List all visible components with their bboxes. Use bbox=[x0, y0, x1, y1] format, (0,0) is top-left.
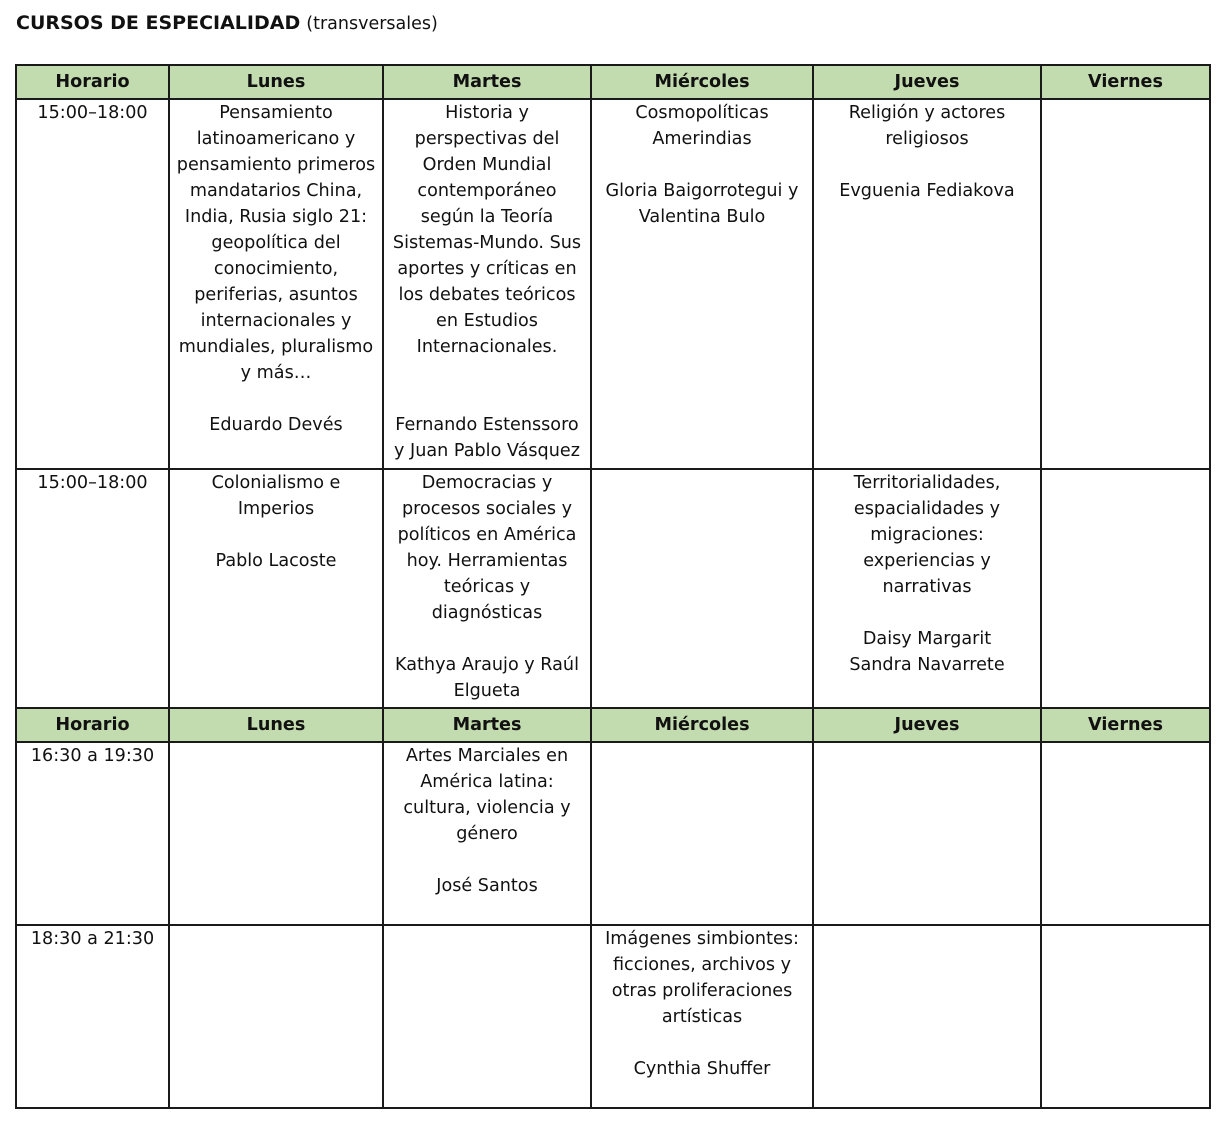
empty-cell bbox=[1041, 469, 1210, 708]
column-header-horario: Horario bbox=[16, 708, 169, 742]
empty-cell bbox=[1041, 742, 1210, 925]
column-header-jueves: Jueves bbox=[813, 708, 1041, 742]
course-teacher: Fernando Estenssoro y Juan Pablo Vásquez bbox=[394, 415, 580, 461]
course-title: Cosmopolíticas Amerindias bbox=[635, 103, 769, 149]
course-title: Territorialidades, espacialidades y migraciones: experiencias y narrativas bbox=[853, 473, 1001, 597]
course-teacher: Gloria Baigorrotegui y Valentina Bulo bbox=[605, 181, 799, 227]
course-cell bbox=[813, 99, 1041, 469]
column-header-viernes: Viernes bbox=[1041, 65, 1210, 99]
column-header-lunes: Lunes bbox=[169, 708, 383, 742]
empty-cell bbox=[169, 742, 383, 925]
course-teacher: Kathya Araujo y Raúl Elgueta bbox=[395, 655, 579, 701]
course-title: Artes Marciales en América latina: cultura, violencia y género bbox=[403, 746, 571, 844]
course-title: Democracias y procesos sociales y políticos en América hoy. Herramientas teóricas y diagnósticas bbox=[397, 473, 577, 623]
column-header-miercoles: Miércoles bbox=[591, 65, 813, 99]
schedule-row bbox=[16, 925, 1210, 1108]
column-header-martes: Martes bbox=[383, 708, 591, 742]
empty-cell bbox=[1041, 925, 1210, 1108]
course-cell bbox=[383, 469, 591, 708]
schedule-row bbox=[16, 99, 1210, 469]
schedule-row bbox=[16, 469, 1210, 708]
course-title: Historia y perspectivas del Orden Mundial contemporáneo según la Teoría Sistemas-Mundo. Sus aportes y críticas en los debates teóricos en Estudios Internacionales. bbox=[392, 103, 582, 357]
page-title bbox=[16, 10, 438, 37]
empty-cell bbox=[591, 742, 813, 925]
column-header-lunes: Lunes bbox=[169, 65, 383, 99]
column-header-horario: Horario bbox=[16, 65, 169, 99]
schedule-row bbox=[16, 742, 1210, 925]
course-cell bbox=[591, 99, 813, 469]
column-header-jueves: Jueves bbox=[813, 65, 1041, 99]
empty-cell bbox=[383, 925, 591, 1108]
header-row bbox=[16, 65, 1210, 99]
header-row bbox=[16, 708, 1210, 742]
course-teacher: Pablo Lacoste bbox=[215, 551, 337, 571]
course-cell bbox=[383, 742, 591, 925]
course-cell bbox=[169, 469, 383, 708]
course-cell bbox=[591, 925, 813, 1108]
schedule-table bbox=[15, 64, 1211, 1109]
empty-cell bbox=[813, 742, 1041, 925]
course-teacher: José Santos bbox=[436, 876, 538, 896]
course-cell bbox=[169, 99, 383, 469]
course-title: Colonialismo e Imperios bbox=[211, 473, 341, 519]
course-title: Pensamiento latinoamericano y pensamiento primeros mandatarios China, India, Rusia siglo 21: geopolítica del conocimiento, periferias, asuntos internacionales y mundiales, pluralismo y más… bbox=[176, 103, 376, 383]
empty-cell bbox=[1041, 99, 1210, 469]
time-cell: 15:00–18:00 bbox=[16, 469, 169, 708]
course-cell bbox=[813, 469, 1041, 708]
course-teacher: Eduardo Devés bbox=[209, 415, 343, 435]
course-title: Imágenes simbiontes: ficciones, archivos y otras proliferaciones artísticas bbox=[605, 929, 799, 1027]
empty-cell bbox=[169, 925, 383, 1108]
column-header-martes: Martes bbox=[383, 65, 591, 99]
empty-cell bbox=[813, 925, 1041, 1108]
time-cell: 15:00–18:00 bbox=[16, 99, 169, 469]
course-teacher: Cynthia Shuffer bbox=[633, 1059, 771, 1079]
empty-cell bbox=[591, 469, 813, 708]
course-teacher: Evguenia Fediakova bbox=[839, 181, 1015, 201]
course-title: Religión y actores religiosos bbox=[848, 103, 1006, 149]
course-teacher: Daisy Margarit Sandra Navarrete bbox=[849, 629, 1005, 675]
time-cell: 16:30 a 19:30 bbox=[16, 742, 169, 925]
column-header-miercoles: Miércoles bbox=[591, 708, 813, 742]
time-cell: 18:30 a 21:30 bbox=[16, 925, 169, 1108]
page-title-main: CURSOS DE ESPECIALIDAD bbox=[16, 12, 301, 34]
course-cell bbox=[383, 99, 591, 469]
page-title-sub: (transversales) bbox=[306, 14, 438, 34]
column-header-viernes: Viernes bbox=[1041, 708, 1210, 742]
